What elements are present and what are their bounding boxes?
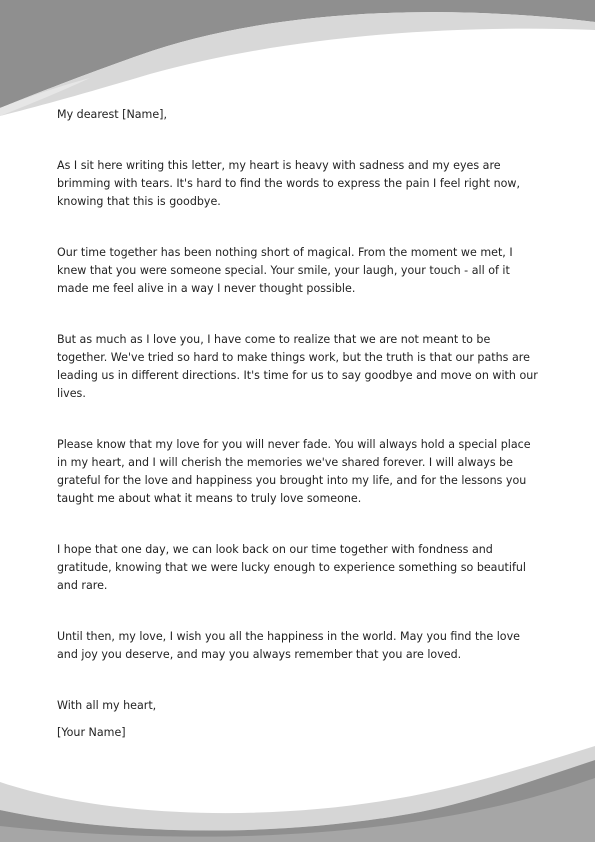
paragraph-5: I hope that one day, we can look back on our time together with fondness and gratitude, knowing that we were lucky enough to experience something so beautiful and rare. [57, 543, 526, 592]
signature: [Your Name] [57, 726, 126, 739]
paragraph-3: But as much as I love you, I have come to realize that we are not meant to be together. We've tried so hard to make things work, but the truth is that our paths are leading us in different directions. It's time for us to say goodbye and move on with our lives. [57, 333, 538, 400]
salutation: My dearest [Name], [57, 108, 168, 121]
letter-body [57, 106, 539, 742]
closing: With all my heart, [57, 699, 157, 712]
paragraph-1: As I sit here writing this letter, my heart is heavy with sadness and my eyes are brimming with tears. It's hard to find the words to express the pain I feel right now, knowing that this is goodbye. [57, 159, 521, 208]
paragraph-2: Our time together has been nothing short of magical. From the moment we met, I knew that you were someone special. Your smile, your laugh, your touch - all of it made me feel alive in a way I never thought possible. [57, 246, 513, 295]
paragraph-6: Until then, my love, I wish you all the happiness in the world. May you find the love and joy you deserve, and may you always remember that you are loved. [57, 630, 520, 661]
paragraph-4: Please know that my love for you will never fade. You will always hold a special place in my heart, and I will cherish the memories we've shared forever. I will always be grateful for the love and happiness you brought into my life, and for the lessons you taught me about what it means to truly love someone. [57, 438, 531, 505]
